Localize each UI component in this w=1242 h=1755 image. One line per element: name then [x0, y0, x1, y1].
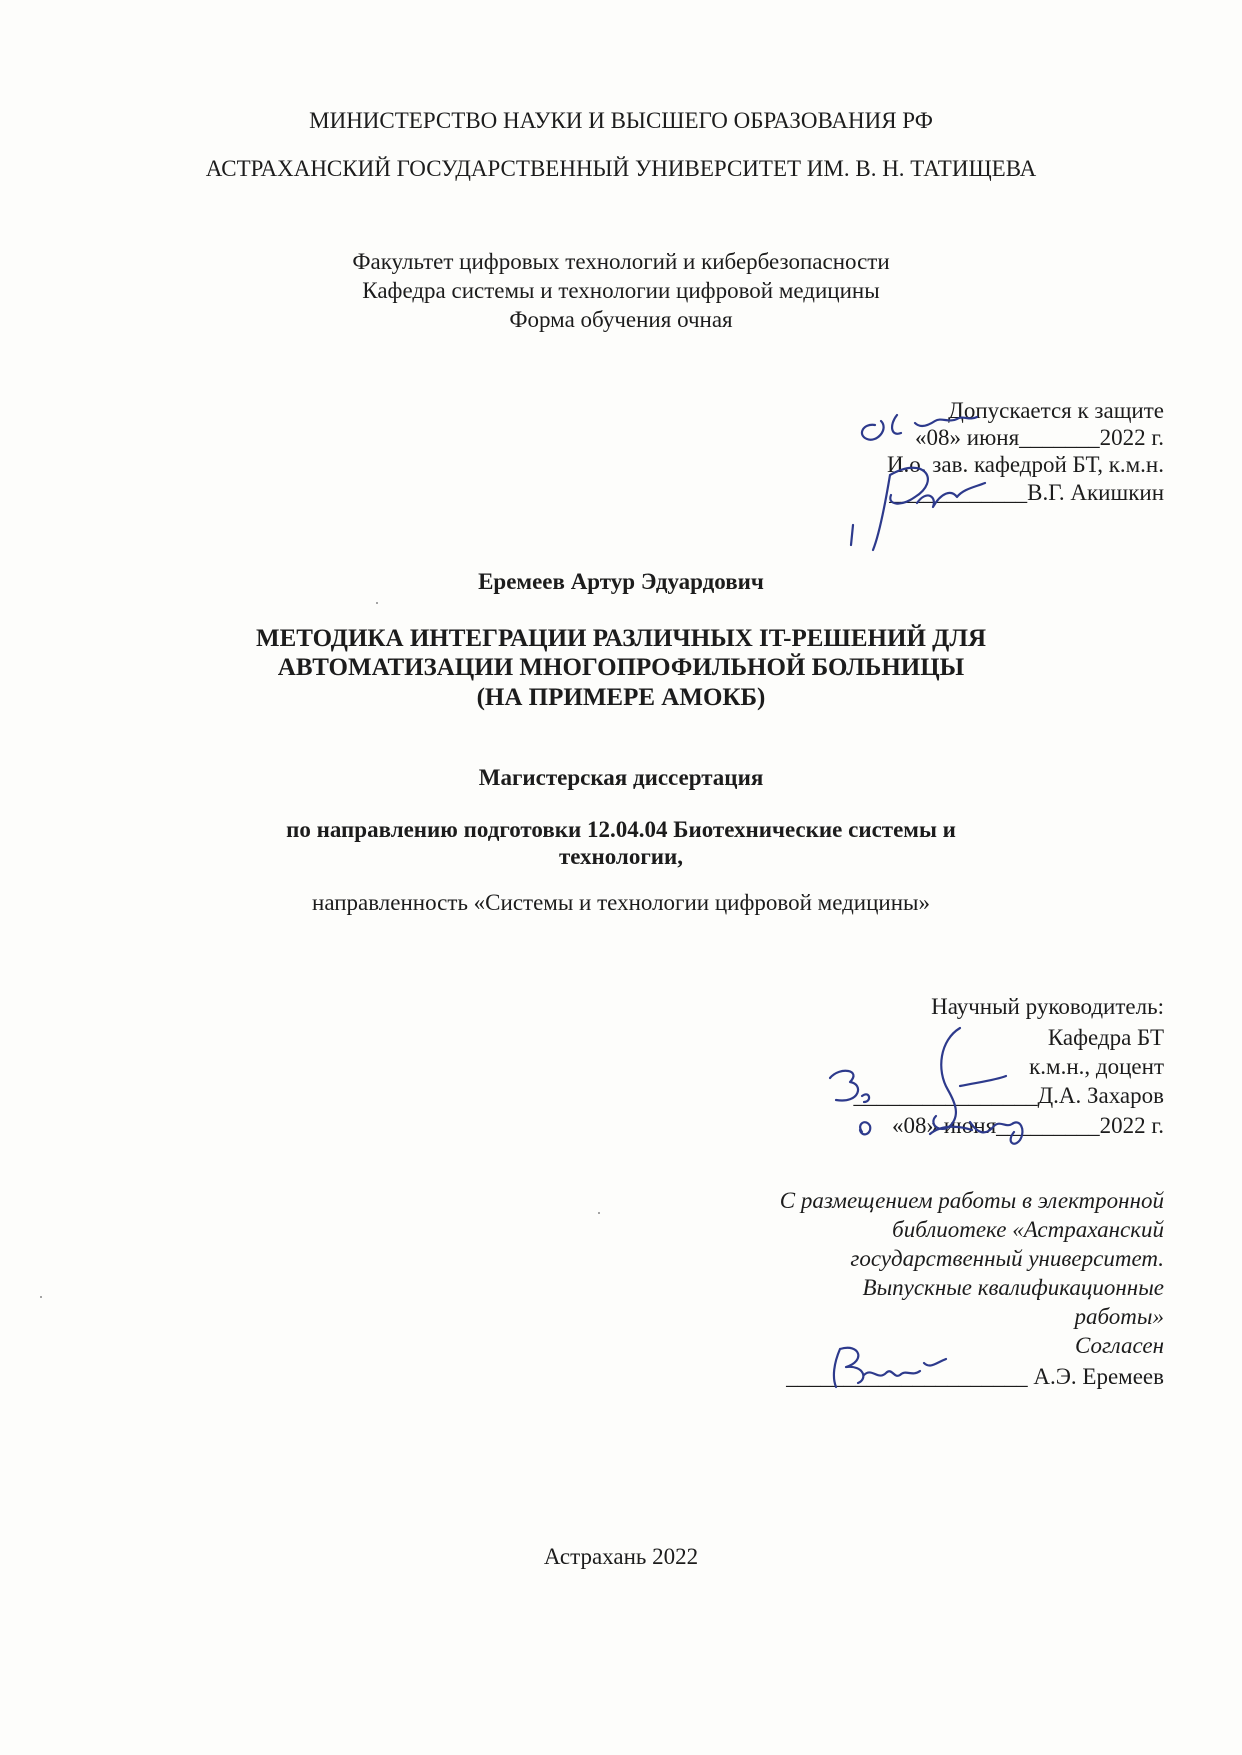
thesis-title-line-3: (НА ПРИМЕРЕ АМОКБ) — [476, 684, 766, 711]
direction-line-2: технологии, — [558, 844, 684, 869]
consent-author-name: _____________________ А.Э. Еремеев — [786, 1364, 1164, 1389]
consent-line-3: государственный университет. — [850, 1246, 1164, 1271]
supervisor-date: «08» июня_________2022 г. — [892, 1113, 1164, 1138]
supervisor-degree: к.м.н., доцент — [1029, 1054, 1164, 1079]
consent-line-4: Выпускные квалификационные — [862, 1275, 1164, 1300]
direction-line-1: по направлению подготовки 12.04.04 Биотехнические системы и — [286, 817, 956, 842]
supervisor-name: ________________Д.А. Захаров — [853, 1083, 1164, 1108]
author-name: Еремеев Артур Эдуардович — [478, 569, 764, 594]
supervisor-label: Научный руководитель: — [931, 994, 1164, 1019]
city-year: Астрахань 2022 — [543, 1544, 699, 1569]
head-of-department-role: И.о. зав. кафедрой БТ, к.м.н. — [886, 452, 1164, 477]
admission-label: Допускается к защите — [948, 398, 1164, 423]
thesis-title-line-2: АВТОМАТИЗАЦИИ МНОГОПРОФИЛЬНОЙ БОЛЬНИЦЫ — [277, 654, 965, 681]
scan-speck — [598, 1212, 600, 1214]
thesis-title-line-1: МЕТОДИКА ИНТЕГРАЦИИ РАЗЛИЧНЫХ IT-РЕШЕНИЙ ДЛЯ — [255, 625, 987, 652]
direction-focus: направленность «Системы и технологии цифровой медицины» — [312, 890, 930, 915]
consent-line-5: работы» — [1074, 1304, 1164, 1329]
faculty-name: Факультет цифровых технологий и кибербезопасности — [352, 249, 890, 274]
study-form: Форма обучения очная — [509, 307, 733, 332]
admission-date: «08» июня_______2022 г. — [915, 425, 1164, 450]
department-name: Кафедра системы и технологии цифровой медицины — [362, 278, 880, 303]
scan-speck — [40, 1296, 42, 1298]
work-type: Магистерская диссертация — [478, 765, 764, 790]
consent-line-2: библиотеке «Астраханский — [892, 1217, 1164, 1242]
head-of-department-name: ____________В.Г. Акишкин — [889, 480, 1164, 505]
supervisor-department: Кафедра БТ — [1047, 1025, 1164, 1050]
scan-speck — [376, 602, 378, 604]
university-heading: АСТРАХАНСКИЙ ГОСУДАРСТВЕННЫЙ УНИВЕРСИТЕТ ИМ. В. Н. ТАТИЩЕВА — [205, 156, 1037, 181]
consent-line-6: Согласен — [1074, 1333, 1164, 1358]
ministry-heading: МИНИСТЕРСТВО НАУКИ И ВЫСШЕГО ОБРАЗОВАНИЯ РФ — [309, 108, 933, 133]
consent-line-1: С размещением работы в электронной — [779, 1188, 1164, 1213]
